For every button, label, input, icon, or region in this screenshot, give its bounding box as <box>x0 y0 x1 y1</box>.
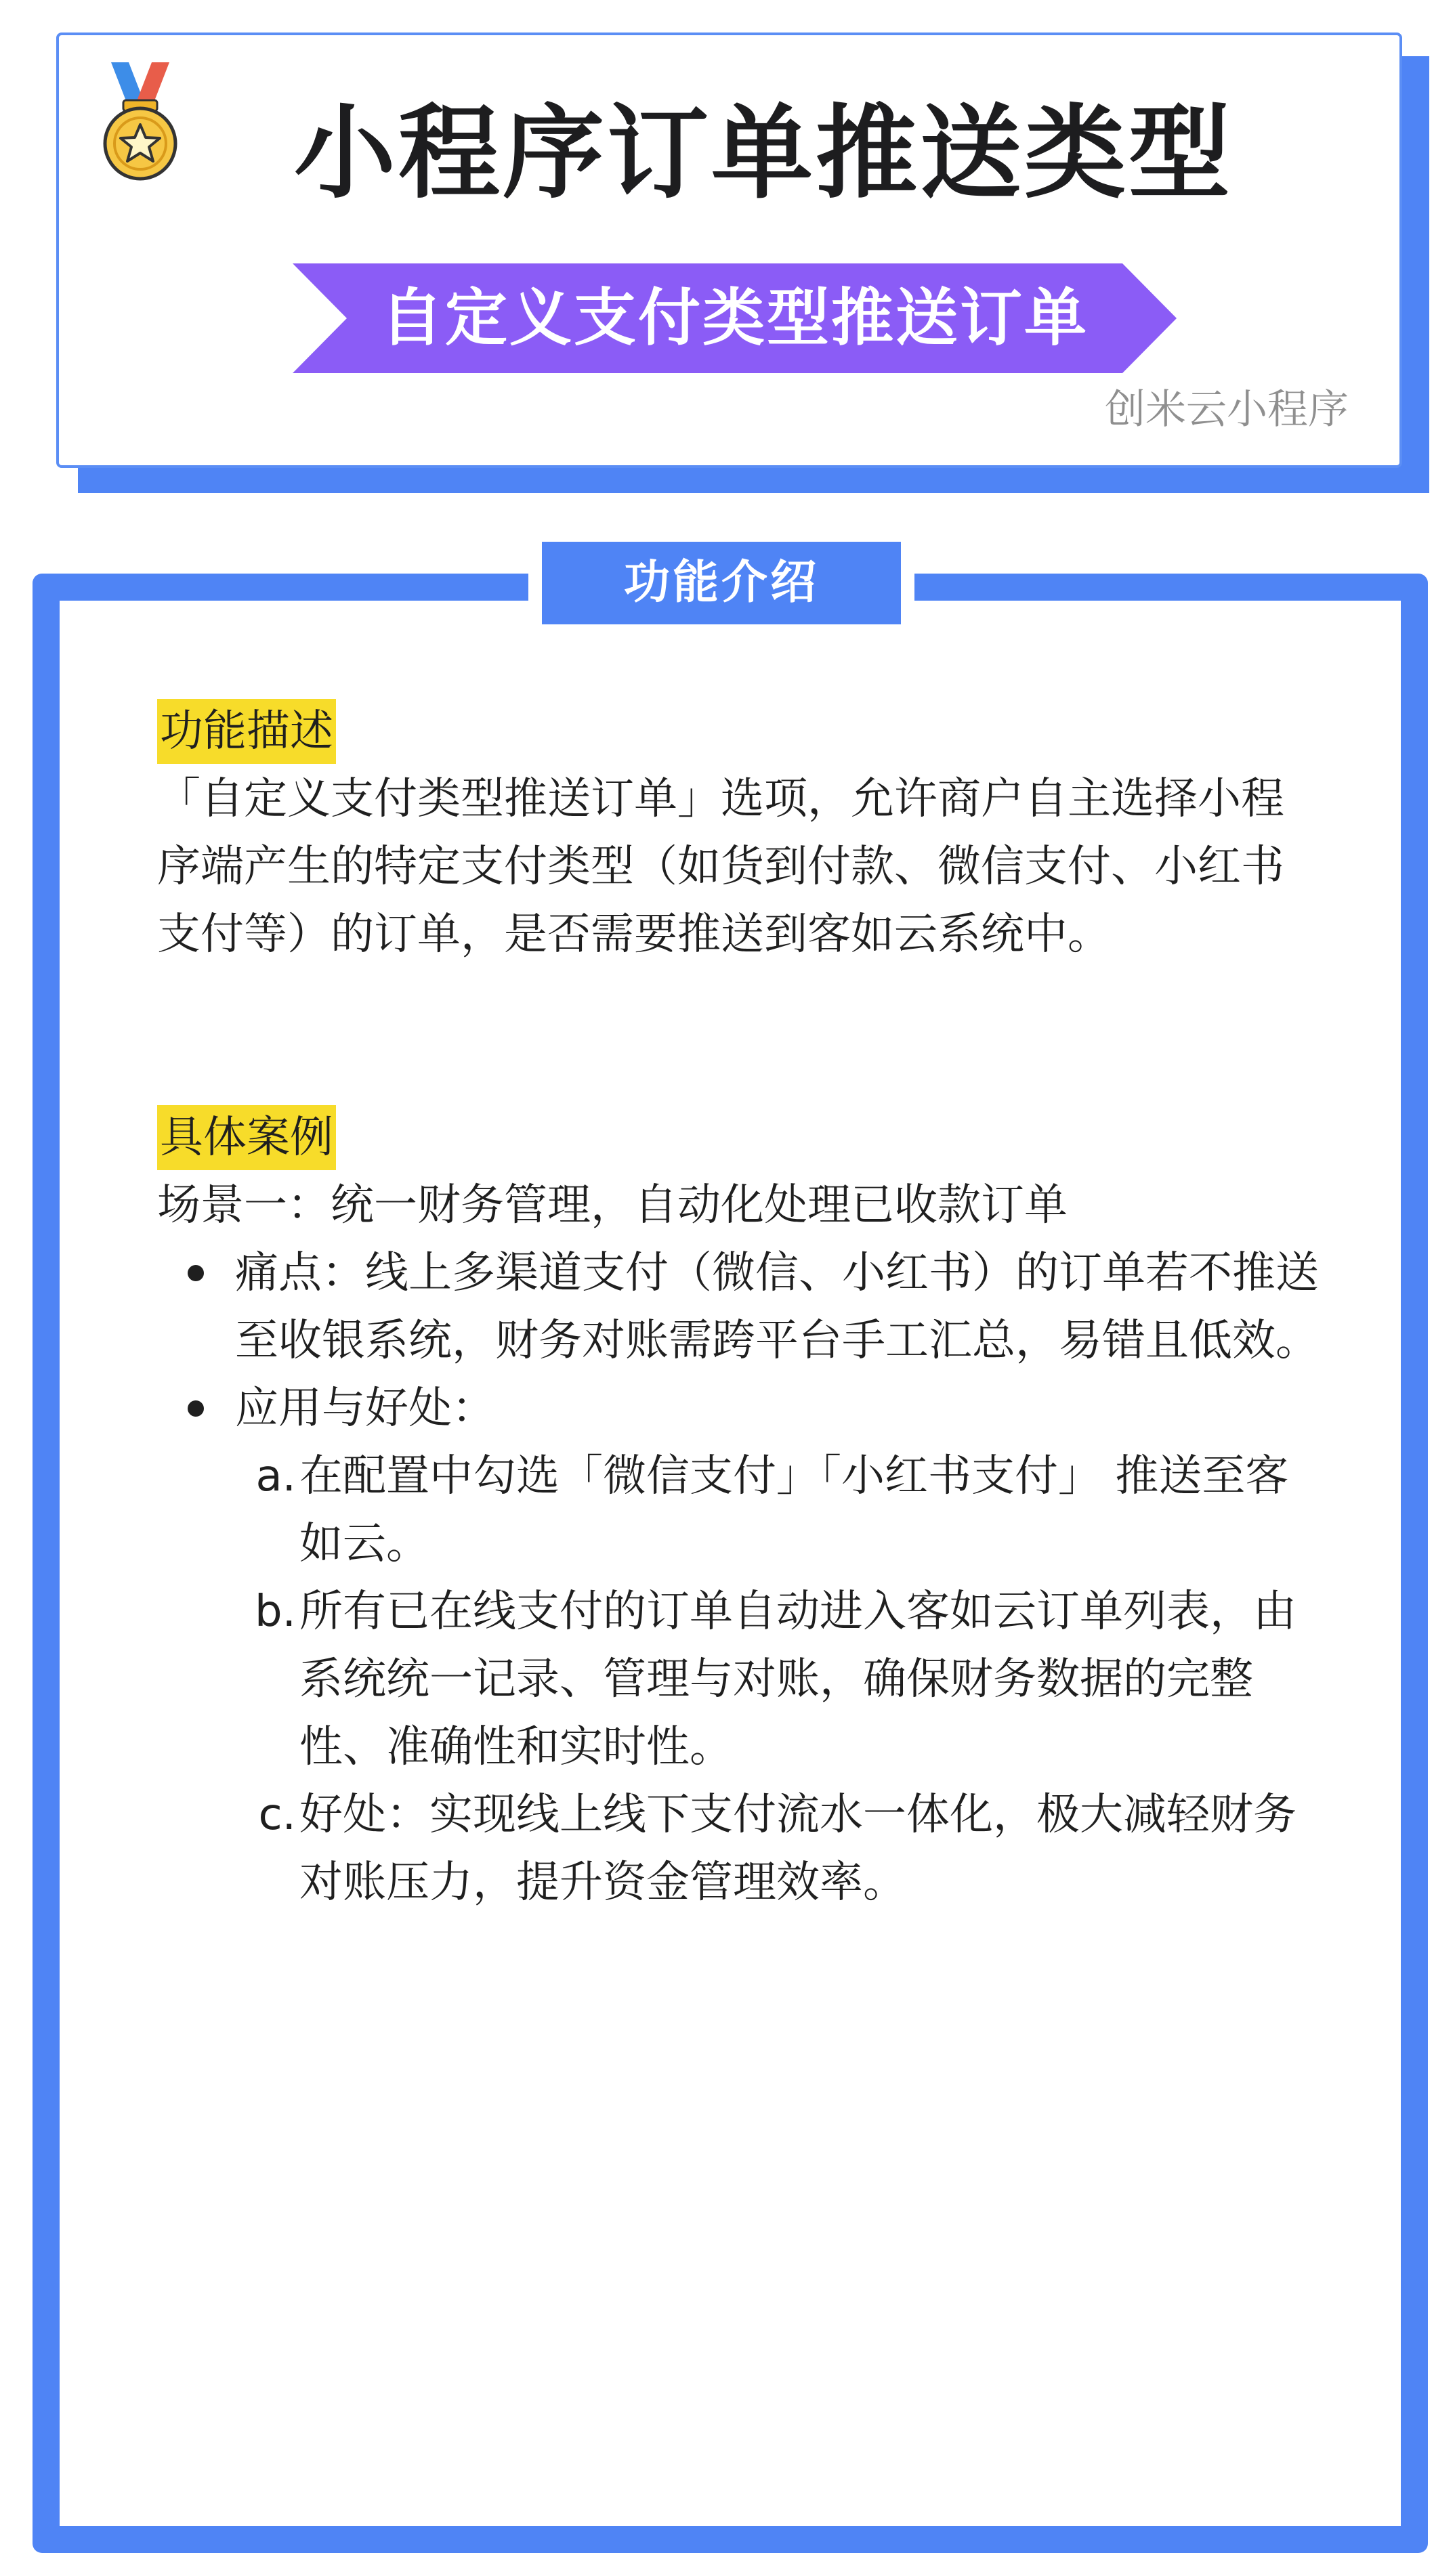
list-item <box>157 1239 1322 1375</box>
header-card <box>56 33 1402 468</box>
sub-text: 所有已在线支付的订单自动进入客如云订单列表，由系统统一记录、管理与对账，确保财务数据的完整性、准确性和实时性。 <box>299 1587 1296 1772</box>
description-section <box>157 697 1322 968</box>
spacer <box>157 968 1322 1104</box>
sub-marker: c. <box>258 1790 296 1840</box>
subtitle-banner <box>293 263 1177 373</box>
subtitle-text: 自定义支付类型推送订单 <box>380 282 1089 354</box>
description-text: 「自定义支付类型推送订单」选项，允许商户自主选择小程序端产生的特定支付类型（如货到付款、微信支付、小红书支付等）的订单，是否需要推送到客如云系统中。 <box>157 774 1284 960</box>
bullet-dot <box>188 1400 204 1417</box>
cases-heading: 具体案例 <box>157 1105 336 1170</box>
bullet-list <box>157 1239 1322 1916</box>
bullet-dot <box>188 1265 204 1281</box>
list-item <box>157 1375 1322 1916</box>
sub-list <box>235 1442 1322 1916</box>
brand-label: 创米云小程序 <box>1105 386 1349 433</box>
sub-marker: a. <box>255 1451 296 1501</box>
scenario-title: 场景一：统一财务管理，自动化处理已收款订单 <box>157 1180 1068 1230</box>
cases-section <box>157 1104 1322 1916</box>
sub-list-item <box>235 1781 1322 1916</box>
bullet-text: 痛点：线上多渠道支付（微信、小红书）的订单若不推送至收银系统，财务对账需跨平台手工汇总，易错且低效。 <box>235 1248 1319 1366</box>
sub-marker: b. <box>255 1587 296 1637</box>
section-tab: 功能介绍 <box>542 542 901 624</box>
bullet-text: 应用与好处： <box>235 1383 495 1434</box>
content-body <box>157 697 1322 1916</box>
sub-list-item <box>235 1442 1322 1578</box>
page-title: 小程序订单推送类型 <box>293 95 1233 213</box>
description-heading: 功能描述 <box>157 699 336 764</box>
sub-text: 好处：实现线上线下支付流水一体化，极大减轻财务对账压力，提升资金管理效率。 <box>299 1790 1296 1908</box>
sub-text: 在配置中勾选「微信支付」「小红书支付」 推送至客如云。 <box>299 1451 1289 1569</box>
sub-list-item <box>235 1578 1322 1781</box>
